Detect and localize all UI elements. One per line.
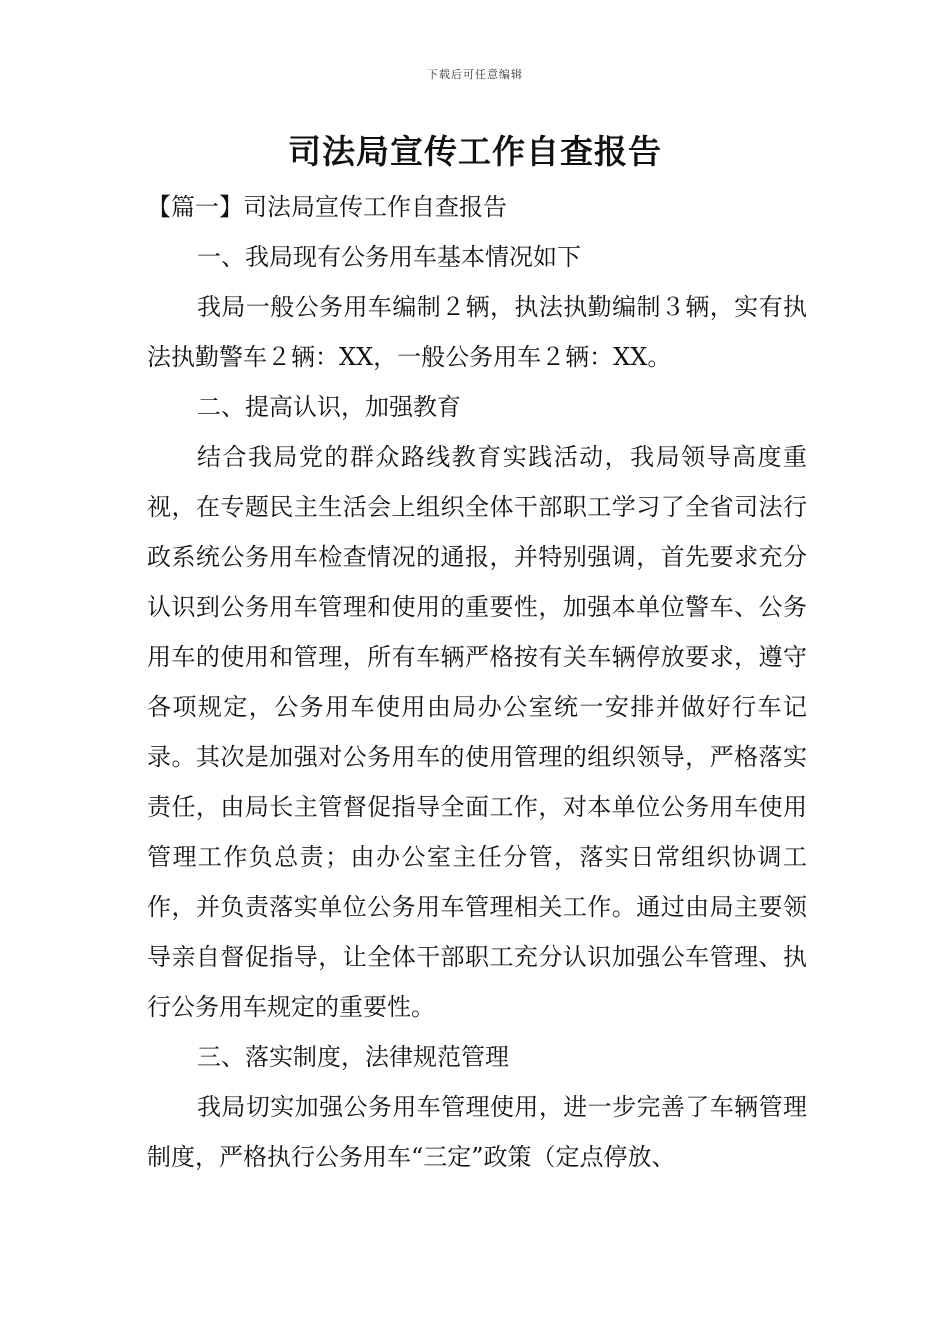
- paragraph-section-three-heading: 三、落实制度，法律规范管理: [197, 1043, 509, 1071]
- paragraph-heading-part-one: 【篇一】司法局宣传工作自查报告: [147, 193, 507, 221]
- paragraph-section-one-heading: 一、我局现有公务用车基本情况如下: [197, 243, 581, 271]
- document-title: 司法局宣传工作自查报告: [288, 132, 662, 171]
- paragraph-management-body: 我局切实加强公务用车管理使用，进一步完善了车辆管理制度，严格执行公务用车“三定”政策（定点停放、: [147, 1093, 807, 1171]
- paragraph-vehicle-status: 我局一般公务用车编制２辆，执法执勤编制３辆，实有执法执勤警车２辆：XX，一般公务用车２辆：XX。: [147, 293, 807, 371]
- paragraph-education-body: 结合我局党的群众路线教育实践活动，我局领导高度重视，在专题民主生活会上组织全体干部职工学习了全省司法行政系统公务用车检查情况的通报，并特别强调，首先要求充分认识到公务用车管理和使用的重要性，加强本单位警车、公务用车的使用和管理，所有车辆严格按有关车辆停放要求，遵守各项规定，公务用车使用由局办公室统一安排并做好行车记录。其次是加强对公务用车的使用管理的组织领导，严格落实责任，由局长主管督促指导全面工作，对本单位公务用车使用管理工作负总责；由办公室主任分管，落实日常组织协调工作，并负责落实单位公务用车管理相关工作。通过由局主要领导亲自督促指导，让全体干部职工充分认识加强公车管理、执行公务用车规定的重要性。: [147, 443, 807, 1021]
- header-note: 下载后可任意编辑: [427, 68, 523, 81]
- paragraph-section-two-heading: 二、提高认识，加强教育: [197, 393, 461, 421]
- document-body: [147, 182, 807, 1182]
